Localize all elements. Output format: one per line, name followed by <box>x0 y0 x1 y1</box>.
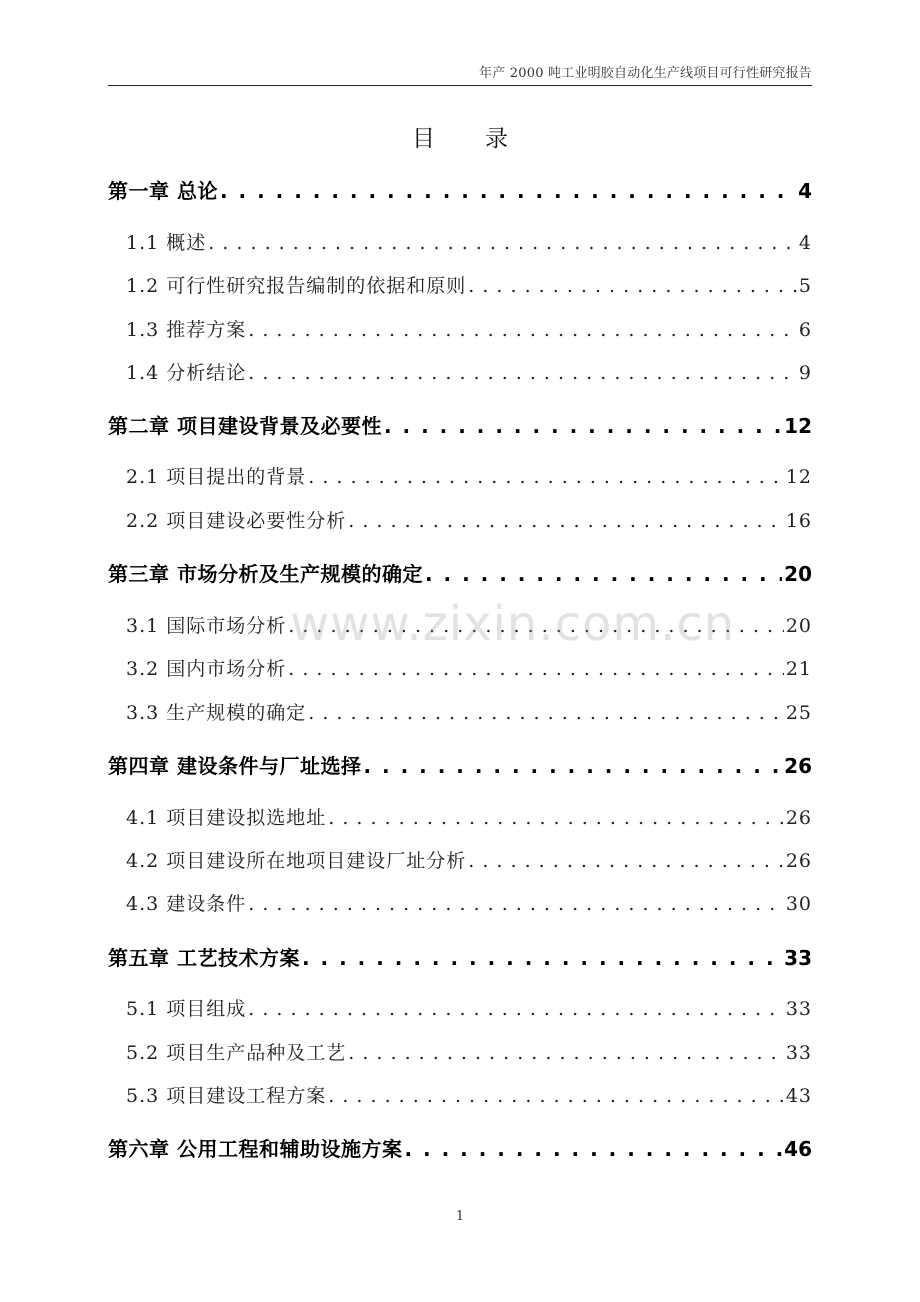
toc-entry-page: 33 <box>785 998 812 1020</box>
toc-chapter-entry[interactable] <box>108 175 812 204</box>
toc-entry-title: 4.2 项目建设所在地项目建设厂址分析 <box>126 850 467 872</box>
toc-entry-page: 9 <box>798 362 812 384</box>
toc-entry-page: 6 <box>798 319 812 341</box>
toc-entry-title: 2.1 项目提出的背景 <box>126 466 307 488</box>
toc-section-entry[interactable] <box>108 506 812 533</box>
toc-entry-page: 20 <box>784 562 812 586</box>
toc-entry-page: 33 <box>785 1042 812 1064</box>
toc-entry-title: 1.2 可行性研究报告编制的依据和原则 <box>126 275 467 297</box>
toc-entry-title: 第一章 总论 <box>108 179 218 203</box>
dot-leader <box>302 946 782 970</box>
toc-section-entry[interactable] <box>108 611 812 638</box>
toc-entry-page: 26 <box>785 807 812 829</box>
toc-section-entry[interactable] <box>108 462 812 489</box>
dot-leader <box>363 754 782 778</box>
toc-entry-page: 12 <box>785 466 812 488</box>
toc-section-entry[interactable] <box>108 889 812 916</box>
dot-leader <box>308 702 784 724</box>
toc-entry-title: 3.3 生产规模的确定 <box>126 702 307 724</box>
toc-entry-page: 20 <box>785 615 812 637</box>
toc-chapter-entry[interactable] <box>108 1133 812 1162</box>
dot-leader <box>220 179 796 203</box>
toc-entry-page: 30 <box>785 893 812 915</box>
toc-entry-page: 25 <box>785 702 812 724</box>
dot-leader <box>248 319 797 341</box>
dot-leader <box>348 510 784 532</box>
dot-leader <box>208 232 797 254</box>
dot-leader <box>328 1085 784 1107</box>
toc-section-entry[interactable] <box>108 228 812 255</box>
toc-entry-page: 46 <box>784 1137 812 1161</box>
toc-entry-page: 16 <box>785 510 812 532</box>
dot-leader <box>468 850 784 872</box>
toc-section-entry[interactable] <box>108 315 812 342</box>
toc-entry-title: 第四章 建设条件与厂址选择 <box>108 754 362 778</box>
dot-leader <box>328 807 784 829</box>
toc-section-entry[interactable] <box>108 654 812 681</box>
dot-leader <box>404 1137 782 1161</box>
toc-chapter-entry[interactable] <box>108 750 812 779</box>
toc-entry-title: 2.2 项目建设必要性分析 <box>126 510 347 532</box>
toc-section-entry[interactable] <box>108 1038 812 1065</box>
toc-entry-page: 43 <box>785 1085 812 1107</box>
toc-section-entry[interactable] <box>108 698 812 725</box>
dot-leader <box>468 275 797 297</box>
dot-leader <box>248 998 784 1020</box>
toc-section-entry[interactable] <box>108 358 812 385</box>
toc-entry-page: 21 <box>785 658 812 680</box>
running-header: 年产 2000 吨工业明胶自动化生产线项目可行性研究报告 <box>479 66 812 81</box>
toc-entry-title: 1.1 概述 <box>126 232 207 254</box>
toc-entry-title: 5.3 项目建设工程方案 <box>126 1085 327 1107</box>
toc-entry-page: 5 <box>798 275 812 297</box>
toc-entry-title: 5.2 项目生产品种及工艺 <box>126 1042 347 1064</box>
dot-leader <box>248 362 797 384</box>
dot-leader <box>425 562 782 586</box>
toc-entry-page: 12 <box>784 414 812 438</box>
toc-title: 目录 <box>412 126 558 152</box>
dot-leader <box>384 414 782 438</box>
toc-chapter-entry[interactable] <box>108 410 812 439</box>
dot-leader <box>308 466 784 488</box>
toc-entry-title: 第二章 项目建设背景及必要性 <box>108 414 382 438</box>
toc-entry-title: 3.2 国内市场分析 <box>126 658 287 680</box>
toc-section-entry[interactable] <box>108 803 812 830</box>
toc-entry-title: 3.1 国际市场分析 <box>126 615 287 637</box>
toc-entry-title: 4.3 建设条件 <box>126 893 247 915</box>
dot-leader <box>348 1042 784 1064</box>
page-number: 1 <box>455 1209 465 1224</box>
toc-section-entry[interactable] <box>108 846 812 873</box>
toc-entry-title: 第六章 公用工程和辅助设施方案 <box>108 1137 403 1161</box>
toc-section-entry[interactable] <box>108 994 812 1021</box>
toc-entry-page: 4 <box>798 179 812 203</box>
header-rule <box>108 85 812 86</box>
toc-chapter-entry[interactable] <box>108 558 812 587</box>
toc-section-entry[interactable] <box>108 1081 812 1108</box>
toc-entry-page: 26 <box>784 754 812 778</box>
toc-entry-title: 第五章 工艺技术方案 <box>108 946 300 970</box>
toc-entry-title: 1.4 分析结论 <box>126 362 247 384</box>
toc-entry-page: 4 <box>798 232 812 254</box>
toc-entry-page: 33 <box>784 946 812 970</box>
toc-entry-title: 第三章 市场分析及生产规模的确定 <box>108 562 423 586</box>
toc-entry-title: 1.3 推荐方案 <box>126 319 247 341</box>
toc-entry-page: 26 <box>785 850 812 872</box>
dot-leader <box>248 893 784 915</box>
dot-leader <box>288 658 784 680</box>
watermark: www.zixin.com.cn <box>290 596 736 652</box>
toc-entry-title: 5.1 项目组成 <box>126 998 247 1020</box>
toc-entry-title: 4.1 项目建设拟选地址 <box>126 807 327 829</box>
toc-section-entry[interactable] <box>108 271 812 298</box>
dot-leader <box>288 615 784 637</box>
toc-chapter-entry[interactable] <box>108 942 812 971</box>
